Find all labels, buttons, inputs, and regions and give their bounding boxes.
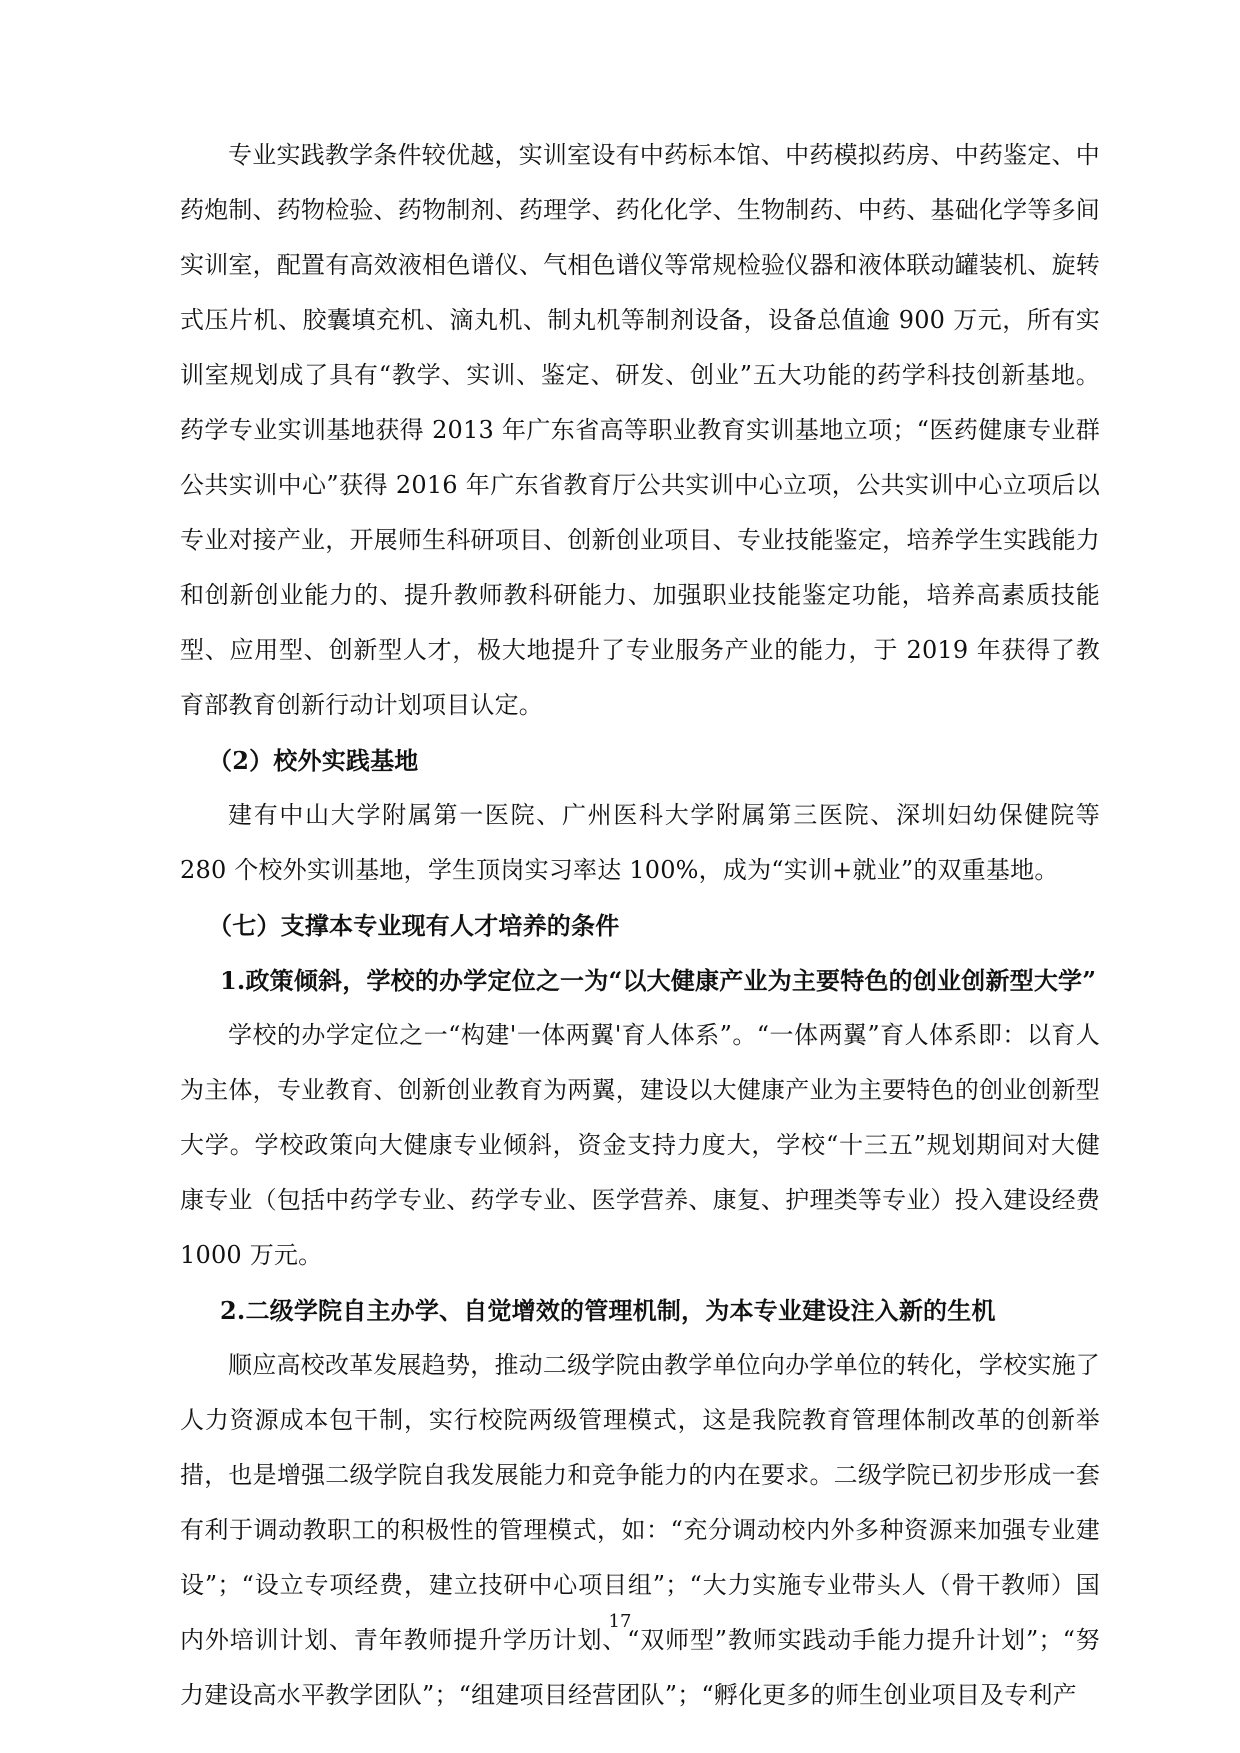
paragraph-policy-support: 学校的办学定位之一“构建'一体两翼'育人体系”。“一体两翼”育人体系即：以育人为主体，专业教育、创新创业教育为两翼，建设以大健康产业为主要特色的创业创新型大学。学校政策向大健康专业倾斜，资金支持力度大，学校“十三五”规划期间对大健康专业（包括中药学专业、药学专业、医学营养、康复、护理类等专业）投入建设经费 1000 万元。	[180, 1021, 1100, 1269]
heading-policy-support: 1.政策倾斜，学校的办学定位之一为“以大健康产业为主要特色的创业创新型大学”	[220, 966, 1097, 995]
heading-off-campus-bases: （2）校外实践基地	[208, 746, 419, 775]
heading-management-mechanism: 2.二级学院自主办学、自觉增效的管理机制，为本专业建设注入新的生机	[220, 1296, 996, 1325]
paragraph-practice-conditions: 专业实践教学条件较优越，实训室设有中药标本馆、中药模拟药房、中药鉴定、中药炮制、药物检验、药物制剂、药理学、药化化学、生物制药、中药、基础化学等多间实训室，配置有高效液相色谱仪、气相色谱仪等常规检验仪器和液体联动罐装机、旋转式压片机、胶囊填充机、滴丸机、制丸机等制剂设备，设备总值逾 900 万元，所有实训室规划成了具有“教学、实训、鉴定、研发、创业”五大功能的药学科技创新基地。药学专业实训基地获得 2013 年广东省高等职业教育实训基地立项；“医药健康专业群公共实训中心”获得 2016 年广东省教育厅公共实训中心立项，公共实训中心立项后以专业对接产业，开展师生科研项目、创新创业项目、专业技能鉴定，培养学生实践能力和创新创业能力的、提升教师教科研能力、加强职业技能鉴定功能，培养高素质技能型、应用型、创新型人才，极大地提升了专业服务产业的能力，于 2019 年获得了教育部教育创新行动计划项目认定。	[180, 141, 1100, 719]
page-number: 17	[608, 1611, 632, 1632]
document-body	[180, 128, 1100, 1723]
paragraph-management-mechanism: 顺应高校改革发展趋势，推动二级学院由教学单位向办学单位的转化，学校实施了人力资源成本包干制，实行校院两级管理模式，这是我院教育管理体制改革的创新举措，也是增强二级学院自我发展能力和竞争能力的内在要求。二级学院已初步形成一套有利于调动教职工的积极性的管理模式，如：“充分调动校内外多种资源来加强专业建设”；“设立专项经费，建立技研中心项目组”；“大力实施专业带头人（骨干教师）国内外培训计划、青年教师提升学历计划、“双师型”教师实践动手能力提升计划”；“努力建设高水平教学团队”；“组建项目经营团队”；“孵化更多的师生创业项目及专利产	[180, 1351, 1100, 1709]
paragraph-off-campus-bases: 建有中山大学附属第一医院、广州医科大学附属第三医院、深圳妇幼保健院等 280 个校外实训基地，学生顶岗实习率达 100%，成为“实训+就业”的双重基地。	[180, 801, 1100, 884]
heading-supporting-conditions: （七）支撑本专业现有人才培养的条件	[208, 911, 620, 940]
